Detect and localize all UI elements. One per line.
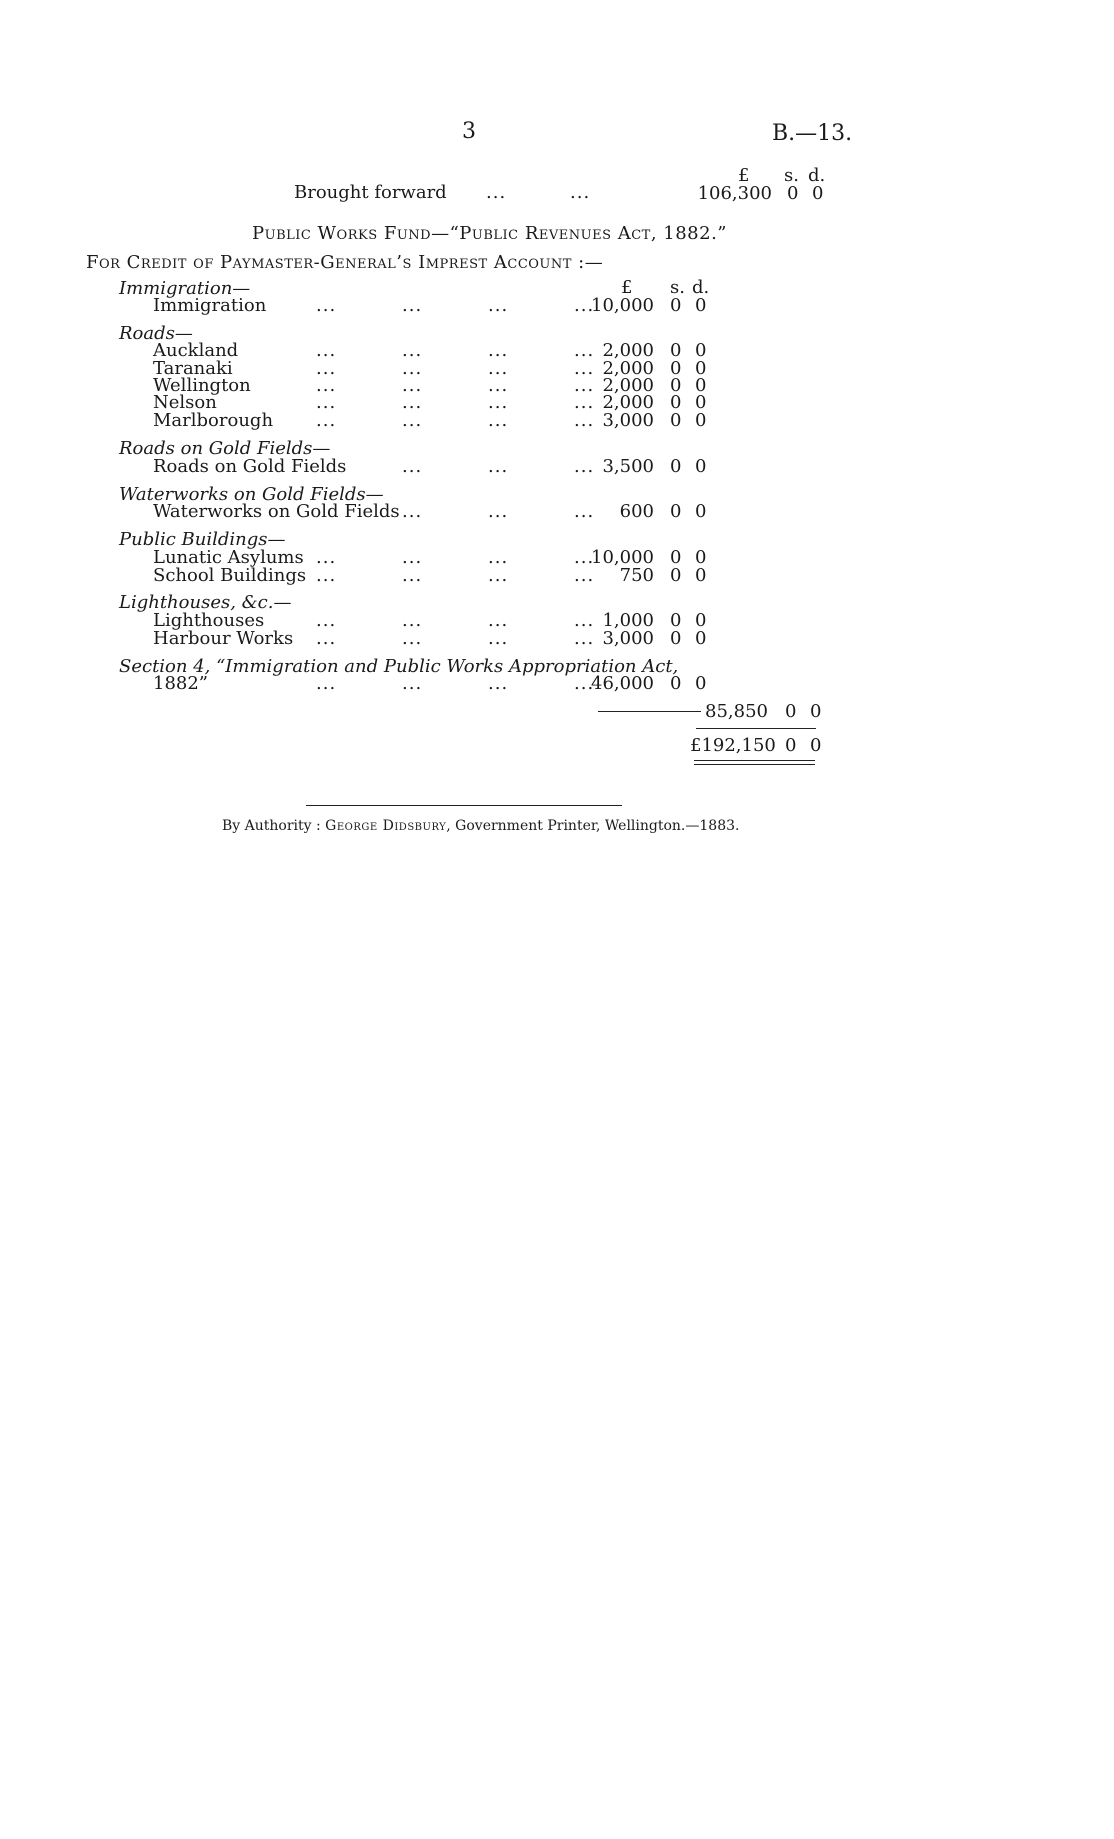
item-pounds: 3,000 [602, 628, 654, 649]
item-shillings: 0 [670, 501, 682, 522]
leader-dots: ... [574, 410, 595, 431]
leader-dots: ... [316, 340, 337, 361]
leader-dots: ... [402, 392, 423, 413]
item-label: Nelson [153, 392, 217, 413]
leader-dots: ... [488, 392, 509, 413]
item-shillings: 0 [670, 673, 682, 694]
leader-dots: ... [316, 410, 337, 431]
pounds-column-header: £ [738, 165, 750, 186]
section-heading: Lighthouses, &c.— [119, 592, 292, 613]
leader-dots: ... [574, 673, 595, 694]
leader-dots: ... [402, 375, 423, 396]
leader-dots: ... [488, 501, 509, 522]
leader-dots: ... [574, 375, 595, 396]
leader-dots: ... [574, 628, 595, 649]
leader-dots: ... [488, 628, 509, 649]
section-heading: Roads on Gold Fields— [119, 438, 331, 459]
item-pence: 0 [695, 547, 707, 568]
leader-dots: ... [316, 547, 337, 568]
leader-dots: ... [488, 610, 509, 631]
brought-forward-label: Brought forward [294, 182, 447, 203]
section-heading: Immigration— [119, 278, 251, 299]
item-pounds: 2,000 [602, 358, 654, 379]
leader-dots: ... [316, 673, 337, 694]
item-shillings: 0 [670, 610, 682, 631]
item-label: Taranaki [153, 358, 233, 379]
grand-total-double-rule-2 [694, 764, 815, 765]
total-rule-top [696, 728, 816, 729]
subtotal-pounds: 85,850 [705, 701, 768, 722]
brought-forward-dots-1: ... [486, 182, 507, 203]
leader-dots: ... [574, 565, 595, 586]
item-label: Roads on Gold Fields [153, 456, 347, 477]
subtotal-pence: 0 [810, 701, 822, 722]
item-label: Immigration [153, 295, 267, 316]
item-label: Harbour Works [153, 628, 294, 649]
item-pence: 0 [695, 565, 707, 586]
leader-dots: ... [402, 358, 423, 379]
section-heading: Section 4, “Immigration and Public Works Appropriation Act, [119, 656, 679, 677]
brought-forward-dots-2: ... [570, 182, 591, 203]
item-shillings: 0 [670, 375, 682, 396]
item-pounds: 46,000 [591, 673, 654, 694]
subtotal-rule-left [598, 711, 701, 712]
item-label: Wellington [153, 375, 251, 396]
grand-total-shillings: 0 [785, 735, 797, 756]
item-shillings: 0 [670, 628, 682, 649]
leader-dots: ... [488, 295, 509, 316]
item-pence: 0 [695, 456, 707, 477]
item-label: 1882” [153, 673, 209, 694]
item-shillings: 0 [670, 295, 682, 316]
leader-dots: ... [316, 610, 337, 631]
leader-dots: ... [402, 410, 423, 431]
leader-dots: ... [402, 456, 423, 477]
shillings-column-header: s. [784, 165, 799, 186]
item-pounds: 10,000 [591, 295, 654, 316]
brought-forward-pounds: 106,300 [697, 183, 772, 204]
item-label: Lunatic Asylums [153, 547, 304, 568]
inner-pence-header: d. [692, 277, 710, 298]
section-heading: Public Buildings— [119, 529, 286, 550]
leader-dots: ... [402, 547, 423, 568]
leader-dots: ... [574, 295, 595, 316]
item-pounds: 2,000 [602, 340, 654, 361]
item-pounds: 750 [619, 565, 654, 586]
item-pence: 0 [695, 295, 707, 316]
leader-dots: ... [574, 358, 595, 379]
leader-dots: ... [574, 501, 595, 522]
item-pence: 0 [695, 340, 707, 361]
pence-column-header: d. [808, 165, 826, 186]
item-shillings: 0 [670, 392, 682, 413]
leader-dots: ... [316, 358, 337, 379]
item-shillings: 0 [670, 410, 682, 431]
leader-dots: ... [488, 410, 509, 431]
imprint-prefix: By Authority : [222, 818, 321, 834]
leader-dots: ... [574, 547, 595, 568]
leader-dots: ... [488, 456, 509, 477]
item-label: School Buildings [153, 565, 307, 586]
item-pounds: 600 [619, 501, 654, 522]
item-pence: 0 [695, 375, 707, 396]
item-label: Auckland [153, 340, 239, 361]
section-heading: Waterworks on Gold Fields— [119, 484, 384, 505]
item-shillings: 0 [670, 547, 682, 568]
imprint-suffix: , Government Printer, Wellington.—1883. [446, 818, 740, 834]
item-label: Marlborough [153, 410, 274, 431]
item-label: Lighthouses [153, 610, 265, 631]
printer-name: George Didsbury [325, 818, 447, 834]
leader-dots: ... [574, 610, 595, 631]
footer-rule [306, 805, 622, 806]
item-pence: 0 [695, 628, 707, 649]
leader-dots: ... [488, 358, 509, 379]
item-label: Waterworks on Gold Fields [153, 501, 400, 522]
leader-dots: ... [316, 295, 337, 316]
item-pence: 0 [695, 358, 707, 379]
leader-dots: ... [316, 565, 337, 586]
item-shillings: 0 [670, 456, 682, 477]
grand-total-pence: 0 [810, 735, 822, 756]
item-pounds: 2,000 [602, 392, 654, 413]
item-pounds: 2,000 [602, 375, 654, 396]
fund-title: Public Works Fund—“Public Revenues Act, 1882.” [252, 223, 728, 244]
credit-account-title: For Credit of Paymaster-General’s Imprest Account :— [86, 252, 604, 273]
leader-dots: ... [488, 547, 509, 568]
item-pence: 0 [695, 610, 707, 631]
inner-pounds-header: £ [621, 277, 633, 298]
leader-dots: ... [488, 340, 509, 361]
item-pence: 0 [695, 501, 707, 522]
brought-forward-pence: 0 [812, 183, 824, 204]
item-pounds: 10,000 [591, 547, 654, 568]
leader-dots: ... [316, 628, 337, 649]
page-number: 3 [462, 119, 476, 144]
leader-dots: ... [488, 375, 509, 396]
item-pounds: 3,000 [602, 410, 654, 431]
leader-dots: ... [574, 392, 595, 413]
leader-dots: ... [316, 392, 337, 413]
leader-dots: ... [402, 628, 423, 649]
leader-dots: ... [316, 375, 337, 396]
grand-total-double-rule-1 [694, 760, 815, 761]
item-pounds: 3,500 [602, 456, 654, 477]
printer-imprint [222, 818, 739, 834]
leader-dots: ... [402, 610, 423, 631]
item-shillings: 0 [670, 565, 682, 586]
leader-dots: ... [402, 673, 423, 694]
section-heading: Roads— [119, 323, 193, 344]
item-shillings: 0 [670, 358, 682, 379]
leader-dots: ... [402, 501, 423, 522]
leader-dots: ... [574, 456, 595, 477]
item-pence: 0 [695, 410, 707, 431]
leader-dots: ... [402, 340, 423, 361]
leader-dots: ... [574, 340, 595, 361]
inner-shillings-header: s. [670, 277, 685, 298]
leader-dots: ... [402, 295, 423, 316]
item-shillings: 0 [670, 340, 682, 361]
document-reference: B.—13. [772, 121, 853, 146]
item-pence: 0 [695, 392, 707, 413]
item-pounds: 1,000 [602, 610, 654, 631]
leader-dots: ... [488, 565, 509, 586]
item-pence: 0 [695, 673, 707, 694]
subtotal-shillings: 0 [785, 701, 797, 722]
leader-dots: ... [488, 673, 509, 694]
brought-forward-shillings: 0 [787, 183, 799, 204]
grand-total-pounds: £192,150 [690, 735, 776, 756]
leader-dots: ... [402, 565, 423, 586]
